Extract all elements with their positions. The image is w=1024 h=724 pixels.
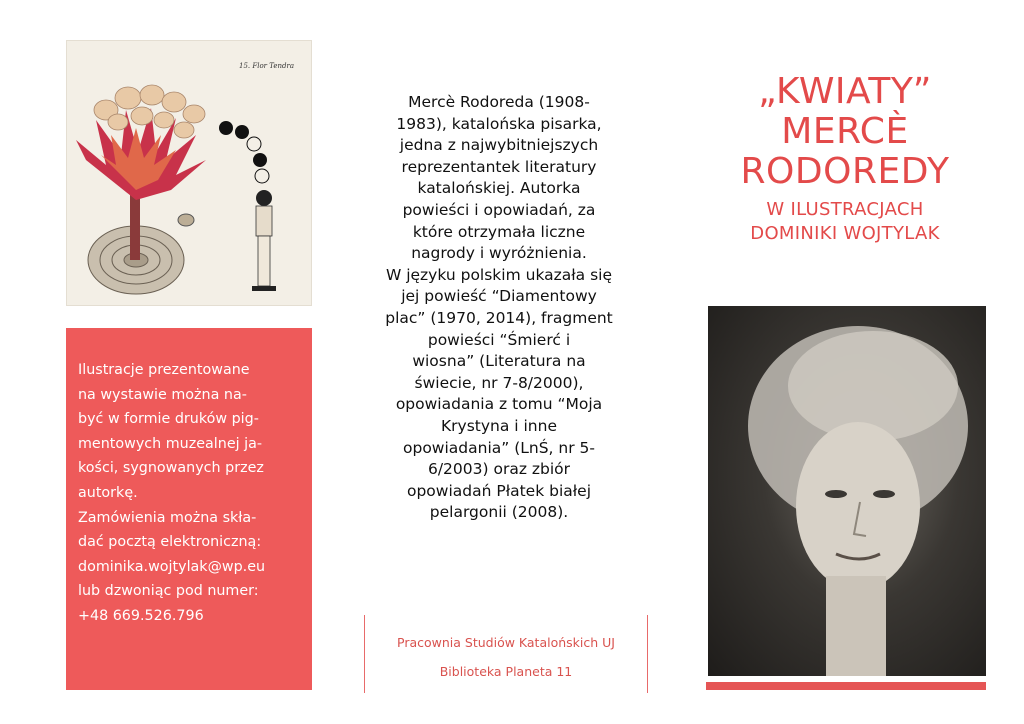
divider: [364, 615, 365, 693]
email-address[interactable]: dominika.wojtylak@wp.eu: [78, 558, 266, 575]
stem-shape: [130, 190, 140, 260]
subtitle-line: W ILUSTRACJACH: [766, 199, 924, 220]
info-line: dać pocztą elektroniczną:: [78, 534, 262, 551]
info-line: lub dzwoniąc pod numer:: [78, 583, 259, 600]
title-line: MERCÈ: [781, 111, 909, 152]
title-line: RODOREDY: [740, 151, 950, 192]
flower-illustration-art: [66, 40, 312, 306]
bio-line: powieści “Śmierć i: [427, 330, 571, 349]
info-line: mentowych muzealnej ja-: [78, 435, 263, 452]
bio-line: Mercè Rodoreda (1908-: [408, 93, 590, 111]
bio-line: jej powieść “Diamentowy: [401, 287, 597, 306]
bio-line: jedna z najwybitniejszych: [399, 136, 599, 155]
bio-line: opowiadania” (LnŚ, nr 5-: [403, 438, 595, 457]
bio-line: opowiadań Płatek białej: [406, 481, 592, 500]
author-portrait: [708, 306, 986, 676]
hand-shape: [178, 214, 194, 226]
flower-illustration: [66, 40, 312, 306]
info-line: autorkę.: [78, 484, 138, 501]
phone-number[interactable]: +48 669.526.796: [78, 607, 204, 624]
moon-phases-shape: [219, 121, 269, 183]
organizers-footer: [364, 615, 648, 693]
biography-text: [364, 92, 634, 524]
organizer-name: Pracownia Studiów Katalońskich UJ: [397, 635, 615, 650]
bio-line: 6/2003) oraz zbiór: [427, 460, 571, 479]
bio-line: powieści i opowiadań, za: [402, 200, 596, 219]
bio-line: nagrody i wyróżnienia.: [411, 244, 587, 263]
ordering-info-box: [66, 328, 312, 690]
portrait-art: [708, 306, 986, 676]
bio-line: reprezentantek literatury: [401, 157, 597, 176]
info-line: być w formie druków pig-: [78, 411, 259, 428]
bio-line: plac” (1970, 2014), fragment: [385, 308, 613, 327]
bio-line: opowiadania z tomu “Moja: [395, 395, 603, 414]
bio-line: W języku polskim ukazała się: [385, 265, 613, 284]
illustration-caption: 15. Flor Tendra: [238, 62, 294, 70]
info-line: Zamówienia można skła-: [78, 509, 257, 526]
bio-line: pelargonii (2008).: [429, 503, 569, 522]
subtitle: [700, 198, 990, 246]
bio-line: katalońskiej. Autorka: [417, 179, 581, 198]
info-line: na wystawie można na-: [78, 386, 247, 403]
bio-line: które otrzymała liczne: [412, 222, 586, 241]
figure-shape: [252, 190, 276, 291]
subtitle-line: DOMINIKI WOJTYLAK: [750, 223, 940, 244]
title-line: „KWIATY”: [758, 71, 932, 112]
accent-bar: [706, 682, 986, 690]
bio-line: Krystyna i inne: [440, 416, 557, 435]
bio-line: wiosna” (Literatura na: [412, 352, 586, 371]
divider: [647, 615, 648, 693]
library-name: Biblioteka Planeta 11: [439, 664, 573, 679]
info-line: Ilustracje prezentowane: [78, 362, 250, 378]
info-line: kości, sygnowanych przez: [78, 460, 264, 477]
exhibition-title: [700, 72, 990, 246]
bio-line: świecie, nr 7-8/2000),: [414, 373, 584, 392]
bio-line: 1983), katalońska pisarka,: [396, 114, 602, 133]
